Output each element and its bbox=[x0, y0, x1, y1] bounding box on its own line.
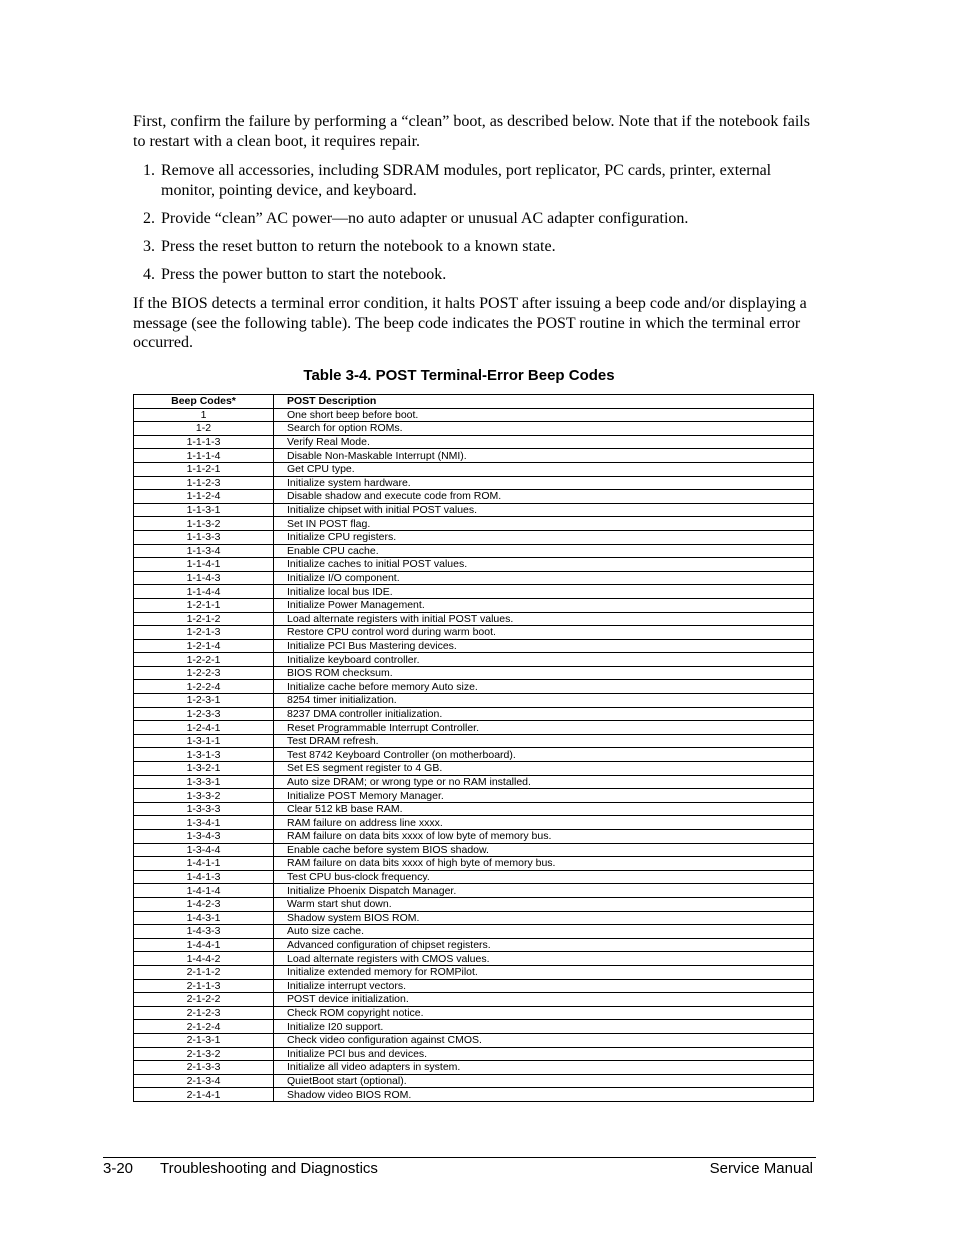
intro-paragraph: First, confirm the failure by performing a “clean” boot, as described below. Note that if the notebook fails to restart with a clean boot, it requires repair. bbox=[133, 113, 810, 150]
description-cell: Initialize PCI Bus Mastering devices. bbox=[274, 639, 814, 653]
description-cell: Warm start shut down. bbox=[274, 897, 814, 911]
beep-code-cell: 2-1-2-3 bbox=[134, 1006, 274, 1020]
beep-code-cell: 1-3-1-1 bbox=[134, 734, 274, 748]
table-row bbox=[134, 979, 814, 993]
table-row bbox=[134, 884, 814, 898]
table-row bbox=[134, 517, 814, 531]
description-cell: Enable cache before system BIOS shadow. bbox=[274, 843, 814, 857]
beep-code-cell: 1-2-4-1 bbox=[134, 721, 274, 735]
table-row bbox=[134, 503, 814, 517]
beep-code-cell: 1-1-1-3 bbox=[134, 435, 274, 449]
table-row bbox=[134, 707, 814, 721]
table-row bbox=[134, 530, 814, 544]
table-row bbox=[134, 1033, 814, 1047]
step-text: Remove all accessories, including SDRAM modules, port replicator, PC cards, printer, external monitor, pointing device, and keyboard. bbox=[161, 162, 772, 199]
beep-code-cell: 1-2-3-3 bbox=[134, 707, 274, 721]
beep-code-cell: 1-4-3-1 bbox=[134, 911, 274, 925]
table-row bbox=[134, 762, 814, 776]
description-cell: Set ES segment register to 4 GB. bbox=[274, 762, 814, 776]
beep-code-cell: 1-1-3-4 bbox=[134, 544, 274, 558]
table-row bbox=[134, 897, 814, 911]
table-row bbox=[134, 775, 814, 789]
beep-code-cell: 1-1-3-3 bbox=[134, 530, 274, 544]
table-row bbox=[134, 870, 814, 884]
beep-code-cell: 1-3-4-1 bbox=[134, 816, 274, 830]
step-number: 1. bbox=[143, 162, 155, 179]
description-cell: Get CPU type. bbox=[274, 462, 814, 476]
beep-code-cell: 1-2-3-1 bbox=[134, 694, 274, 708]
description-cell: Check video configuration against CMOS. bbox=[274, 1033, 814, 1047]
description-cell: Initialize all video adapters in system. bbox=[274, 1061, 814, 1075]
description-cell: Set IN POST flag. bbox=[274, 517, 814, 531]
section-name: Troubleshooting and Diagnostics bbox=[160, 1160, 378, 1177]
table-row bbox=[134, 1020, 814, 1034]
table-row bbox=[134, 598, 814, 612]
beep-code-cell: 1-1-2-4 bbox=[134, 490, 274, 504]
beep-code-cell: 1-1-3-2 bbox=[134, 517, 274, 531]
step-text: Press the reset button to return the notebook to a known state. bbox=[161, 237, 556, 255]
description-cell: RAM failure on address line xxxx. bbox=[274, 816, 814, 830]
table-row bbox=[134, 476, 814, 490]
table-row bbox=[134, 694, 814, 708]
description-cell: Initialize local bus IDE. bbox=[274, 585, 814, 599]
description-cell: Disable Non-Maskable Interrupt (NMI). bbox=[274, 449, 814, 463]
description-cell: Test CPU bus-clock frequency. bbox=[274, 870, 814, 884]
description-cell: QuietBoot start (optional). bbox=[274, 1074, 814, 1088]
table-row bbox=[134, 490, 814, 504]
beep-code-cell: 1-4-2-3 bbox=[134, 897, 274, 911]
description-cell: Initialize POST Memory Manager. bbox=[274, 789, 814, 803]
description-cell: Verify Real Mode. bbox=[274, 435, 814, 449]
description-cell: BIOS ROM checksum. bbox=[274, 666, 814, 680]
description-cell: Test 8742 Keyboard Controller (on motherboard). bbox=[274, 748, 814, 762]
beep-code-cell: 1-1-3-1 bbox=[134, 503, 274, 517]
step-number: 2. bbox=[143, 209, 155, 227]
step-number: 3. bbox=[143, 237, 155, 255]
description-cell: Initialize PCI bus and devices. bbox=[274, 1047, 814, 1061]
table-row bbox=[134, 639, 814, 653]
table-row bbox=[134, 612, 814, 626]
beep-code-cell: 1-4-4-1 bbox=[134, 938, 274, 952]
description-cell: Initialize interrupt vectors. bbox=[274, 979, 814, 993]
description-cell: Initialize I/O component. bbox=[274, 571, 814, 585]
step-item bbox=[133, 237, 817, 257]
table-row bbox=[134, 666, 814, 680]
table-row bbox=[134, 680, 814, 694]
table-row bbox=[134, 585, 814, 599]
table-row bbox=[134, 408, 814, 422]
page-number: 3-20 bbox=[103, 1160, 134, 1177]
beep-code-cell: 2-1-2-4 bbox=[134, 1020, 274, 1034]
step-text: Press the power button to start the notebook. bbox=[161, 265, 447, 283]
beep-code-cell: 2-1-3-2 bbox=[134, 1047, 274, 1061]
beep-code-cell: 1-3-4-3 bbox=[134, 830, 274, 844]
description-cell: Load alternate registers with initial POST values. bbox=[274, 612, 814, 626]
beep-code-cell: 2-1-3-1 bbox=[134, 1033, 274, 1047]
step-number: 4. bbox=[143, 265, 155, 283]
table-row bbox=[134, 802, 814, 816]
beep-code-cell: 1-2-2-3 bbox=[134, 666, 274, 680]
description-cell: Initialize chipset with initial POST values. bbox=[274, 503, 814, 517]
description-cell: Enable CPU cache. bbox=[274, 544, 814, 558]
beep-code-cell: 2-1-3-3 bbox=[134, 1061, 274, 1075]
beep-code-cell: 1-1-4-4 bbox=[134, 585, 274, 599]
footer-left bbox=[103, 1160, 378, 1177]
table-row bbox=[134, 435, 814, 449]
table-row bbox=[134, 1088, 814, 1102]
table-row bbox=[134, 626, 814, 640]
description-cell: Reset Programmable Interrupt Controller. bbox=[274, 721, 814, 735]
description-cell: Test DRAM refresh. bbox=[274, 734, 814, 748]
beep-code-cell: 1-3-3-3 bbox=[134, 802, 274, 816]
table-row bbox=[134, 993, 814, 1007]
beep-code-cell: 2-1-4-1 bbox=[134, 1088, 274, 1102]
description-cell: Advanced configuration of chipset registers. bbox=[274, 938, 814, 952]
table-title: Table 3-4. POST Terminal-Error Beep Codes bbox=[303, 367, 615, 384]
beep-code-cell: 1-2 bbox=[134, 422, 274, 436]
header-post-description: POST Description bbox=[274, 395, 814, 409]
table-header-row bbox=[134, 395, 814, 409]
description-cell: Initialize Power Management. bbox=[274, 598, 814, 612]
beep-code-cell: 1-2-2-4 bbox=[134, 680, 274, 694]
table-row bbox=[134, 449, 814, 463]
beep-code-cell: 1-4-4-2 bbox=[134, 952, 274, 966]
beep-code-cell: 2-1-2-2 bbox=[134, 993, 274, 1007]
beep-code-cell: 1 bbox=[134, 408, 274, 422]
table-row bbox=[134, 816, 814, 830]
beep-code-cell: 1-3-3-2 bbox=[134, 789, 274, 803]
beep-code-cell: 1-2-1-1 bbox=[134, 598, 274, 612]
description-cell: Initialize CPU registers. bbox=[274, 530, 814, 544]
table-row bbox=[134, 721, 814, 735]
beep-code-cell: 1-1-4-3 bbox=[134, 571, 274, 585]
beep-code-cell: 1-3-4-4 bbox=[134, 843, 274, 857]
beep-code-cell: 1-2-1-3 bbox=[134, 626, 274, 640]
description-cell: Restore CPU control word during warm boot. bbox=[274, 626, 814, 640]
description-cell: One short beep before boot. bbox=[274, 408, 814, 422]
table-row bbox=[134, 1006, 814, 1020]
table-row bbox=[134, 653, 814, 667]
description-cell: Initialize system hardware. bbox=[274, 476, 814, 490]
description-cell: 8254 timer initialization. bbox=[274, 694, 814, 708]
description-cell: Initialize I20 support. bbox=[274, 1020, 814, 1034]
bios-paragraph: If the BIOS detects a terminal error condition, it halts POST after issuing a beep code and/or displaying a message (see the following table). The beep code indicates the POST routine in which the terminal error occurred. bbox=[133, 295, 807, 351]
description-cell: Shadow video BIOS ROM. bbox=[274, 1088, 814, 1102]
beep-code-cell: 1-2-1-4 bbox=[134, 639, 274, 653]
table-row bbox=[134, 911, 814, 925]
table-row bbox=[134, 965, 814, 979]
beep-code-cell: 2-1-1-3 bbox=[134, 979, 274, 993]
description-cell: RAM failure on data bits xxxx of low byte of memory bus. bbox=[274, 830, 814, 844]
description-cell: Initialize cache before memory Auto size. bbox=[274, 680, 814, 694]
table-row bbox=[134, 558, 814, 572]
description-cell: Initialize extended memory for ROMPilot. bbox=[274, 965, 814, 979]
beep-code-cell: 1-4-3-3 bbox=[134, 925, 274, 939]
description-cell: 8237 DMA controller initialization. bbox=[274, 707, 814, 721]
beep-code-cell: 1-3-2-1 bbox=[134, 762, 274, 776]
beep-code-cell: 2-1-1-2 bbox=[134, 965, 274, 979]
beep-code-cell: 1-1-2-3 bbox=[134, 476, 274, 490]
beep-code-cell: 1-1-2-1 bbox=[134, 462, 274, 476]
description-cell: Disable shadow and execute code from ROM. bbox=[274, 490, 814, 504]
table-row bbox=[134, 462, 814, 476]
table-row bbox=[134, 422, 814, 436]
header-beep-codes: Beep Codes* bbox=[134, 395, 274, 409]
table-row bbox=[134, 789, 814, 803]
table-row bbox=[134, 938, 814, 952]
table-body bbox=[134, 408, 814, 1101]
procedure-steps bbox=[133, 161, 817, 293]
beep-code-cell: 1-1-4-1 bbox=[134, 558, 274, 572]
beep-code-cell: 2-1-3-4 bbox=[134, 1074, 274, 1088]
table-row bbox=[134, 925, 814, 939]
description-cell: Initialize Phoenix Dispatch Manager. bbox=[274, 884, 814, 898]
table-row bbox=[134, 544, 814, 558]
step-text: Provide “clean” AC power—no auto adapter or unusual AC adapter configuration. bbox=[161, 209, 689, 227]
description-cell: Auto size cache. bbox=[274, 925, 814, 939]
beep-code-cell: 1-4-1-3 bbox=[134, 870, 274, 884]
step-item bbox=[133, 265, 817, 285]
description-cell: Auto size DRAM; or wrong type or no RAM installed. bbox=[274, 775, 814, 789]
description-cell: Shadow system BIOS ROM. bbox=[274, 911, 814, 925]
table-row bbox=[134, 1047, 814, 1061]
table-row bbox=[134, 748, 814, 762]
table-row bbox=[134, 857, 814, 871]
description-cell: Search for option ROMs. bbox=[274, 422, 814, 436]
table-row bbox=[134, 1061, 814, 1075]
footer-rule bbox=[103, 1157, 816, 1158]
description-cell: Clear 512 kB base RAM. bbox=[274, 802, 814, 816]
table-row bbox=[134, 952, 814, 966]
table-row bbox=[134, 1074, 814, 1088]
table-row bbox=[134, 571, 814, 585]
description-cell: Load alternate registers with CMOS values. bbox=[274, 952, 814, 966]
beep-code-cell: 1-2-1-2 bbox=[134, 612, 274, 626]
beep-code-cell: 1-1-1-4 bbox=[134, 449, 274, 463]
description-cell: POST device initialization. bbox=[274, 993, 814, 1007]
beep-code-cell: 1-4-1-4 bbox=[134, 884, 274, 898]
beep-code-cell: 1-4-1-1 bbox=[134, 857, 274, 871]
table-row bbox=[134, 830, 814, 844]
description-cell: RAM failure on data bits xxxx of high byte of memory bus. bbox=[274, 857, 814, 871]
description-cell: Check ROM copyright notice. bbox=[274, 1006, 814, 1020]
beep-code-cell: 1-3-3-1 bbox=[134, 775, 274, 789]
table-row bbox=[134, 734, 814, 748]
table-row bbox=[134, 843, 814, 857]
manual-name: Service Manual bbox=[709, 1160, 813, 1177]
description-cell: Initialize caches to initial POST values. bbox=[274, 558, 814, 572]
step-item bbox=[133, 161, 817, 200]
step-item bbox=[133, 209, 817, 229]
beep-codes-table bbox=[133, 394, 814, 1102]
beep-code-cell: 1-3-1-3 bbox=[134, 748, 274, 762]
beep-code-cell: 1-2-2-1 bbox=[134, 653, 274, 667]
description-cell: Initialize keyboard controller. bbox=[274, 653, 814, 667]
